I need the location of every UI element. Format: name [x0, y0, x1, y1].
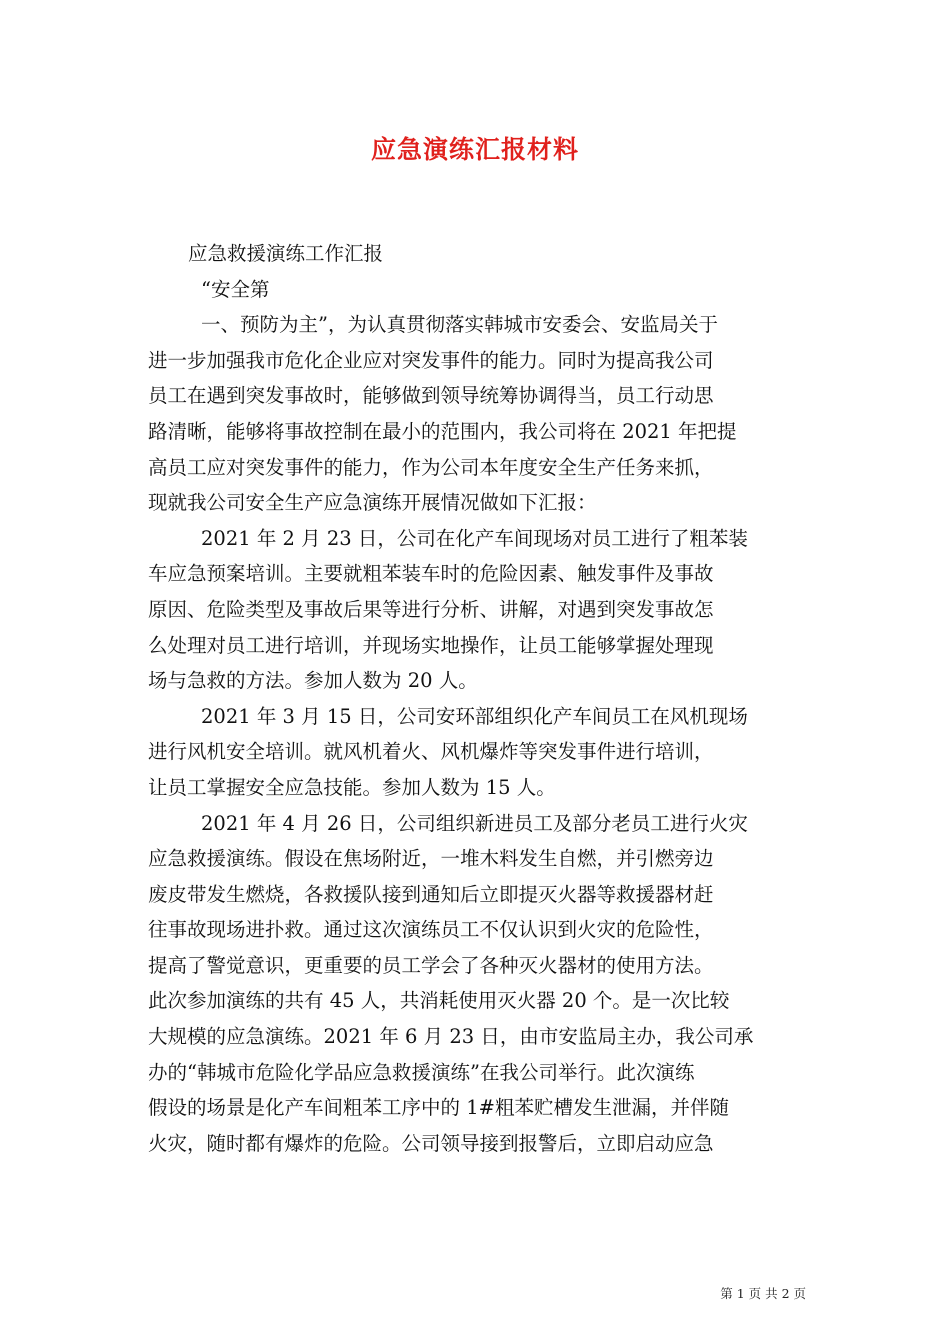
- body-line: 车应急预案培训。主要就粗苯装车时的危险因素、触发事件及事故: [148, 562, 714, 586]
- body-line: 火灾，随时都有爆炸的危险。公司领导接到报警后，立即启动应急: [148, 1131, 714, 1155]
- body-line: 进行风机安全培训。就风机着火、风机爆炸等突发事件进行培训，: [148, 740, 714, 764]
- body-line: 员工在遇到突发事故时，能够做到领导统筹协调得当，员工行动思: [148, 384, 714, 408]
- body-line: 2021 年 3 月 15 日，公司安环部组织化产车间员工在风机现场: [201, 704, 748, 728]
- body-line: 高员工应对突发事件的能力，作为公司本年度安全生产任务来抓，: [148, 455, 714, 479]
- document-title: 应急演练汇报材料: [370, 135, 579, 164]
- body-line: 2021 年 4 月 26 日，公司组织新进员工及部分老员工进行火灾: [201, 811, 748, 835]
- body-line: 进一步加强我市危化企业应对突发事件的能力。同时为提高我公司: [148, 348, 714, 372]
- page-number: 第 1 页 共 2 页: [720, 1286, 806, 1301]
- body-line: 场与急救的方法。参加人数为 20 人。: [148, 669, 478, 693]
- body-line: 提高了警觉意识，更重要的员工学会了各种灭火器材的使用方法。: [148, 953, 714, 977]
- body-line: 大规模的应急演练。2021 年 6 月 23 日，由市安监局主办，我公司承: [148, 1025, 754, 1049]
- body-line: 办的“韩城市危险化学品应急救援演练”在我公司举行。此次演练: [148, 1060, 695, 1084]
- body-line: 应急救援演练。假设在焦场附近，一堆木料发生自燃，并引燃旁边: [148, 847, 714, 871]
- document-body: [148, 236, 818, 1161]
- body-line: 此次参加演练的共有 45 人，共消耗使用灭火器 20 个。是一次比较: [148, 989, 730, 1013]
- body-line: 废皮带发生燃烧，各救援队接到通知后立即提灭火器等救援器材赶: [148, 882, 714, 906]
- body-line: 假设的场景是化产车间粗苯工序中的 1#粗苯贮槽发生泄漏，并伴随: [148, 1096, 729, 1120]
- body-line: 原因、危险类型及事故后果等进行分析、讲解，对遇到突发事故怎: [148, 597, 714, 621]
- body-line: 让员工掌握安全应急技能。参加人数为 15 人。: [148, 775, 556, 799]
- body-line: “安全第: [201, 277, 270, 301]
- body-line: 应急救援演练工作汇报: [188, 242, 384, 265]
- body-line: 2021 年 2 月 23 日，公司在化产车间现场对员工进行了粗苯装: [201, 526, 748, 550]
- body-line: 一、预防为主”，为认真贯彻落实韩城市安委会、安监局关于: [201, 313, 718, 337]
- body-line: 往事故现场进扑救。通过这次演练员工不仅认识到火灾的危险性，: [148, 918, 714, 942]
- body-line: 现就我公司安全生产应急演练开展情况做如下汇报：: [148, 491, 597, 515]
- body-line: 么处理对员工进行培训，并现场实地操作，让员工能够掌握处理现: [148, 633, 714, 657]
- body-line: 路清晰，能够将事故控制在最小的范围内，我公司将在 2021 年把提: [148, 419, 737, 443]
